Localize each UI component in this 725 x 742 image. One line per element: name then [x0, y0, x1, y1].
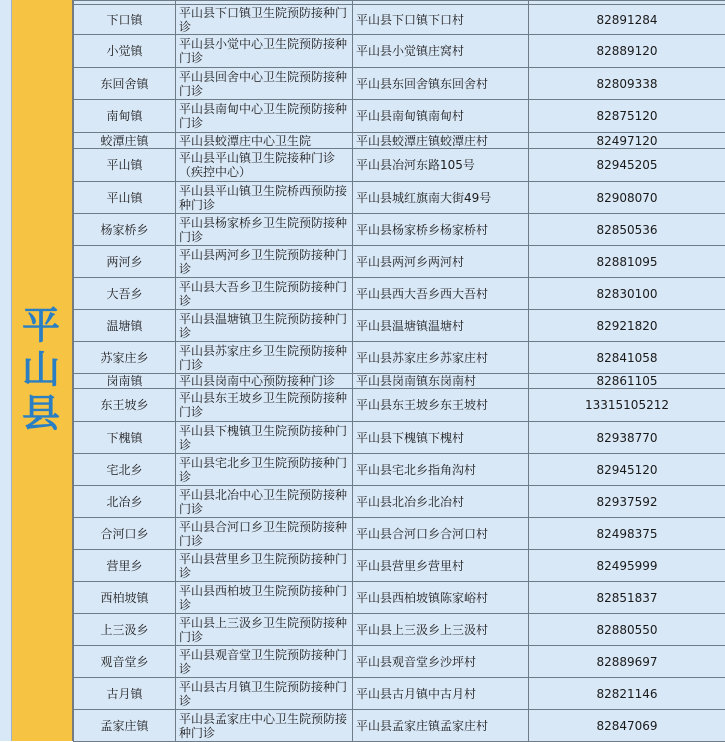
town-cell: 岗南镇 [74, 374, 176, 389]
phone-cell: 82830100 [529, 278, 725, 310]
phone-cell: 82875120 [529, 100, 725, 133]
table-row [74, 278, 725, 310]
address-cell: 平山县城红旗南大街49号 [353, 182, 529, 214]
phone-cell: 82861105 [529, 374, 725, 389]
phone-cell: 82841058 [529, 342, 725, 374]
clinic-name-cell: 平山县北冶中心卫生院预防接种门诊 [176, 486, 353, 518]
address-cell: 平山县古月镇中古月村 [353, 678, 529, 710]
table-row [74, 100, 725, 133]
phone-cell: 82880550 [529, 614, 725, 646]
address-cell: 平山县北冶乡北冶村 [353, 486, 529, 518]
town-cell: 上三汲乡 [74, 614, 176, 646]
phone-cell: 82847069 [529, 710, 725, 742]
phone-cell: 82498375 [529, 518, 725, 550]
county-merged-cell [0, 0, 73, 741]
phone-cell: 82945120 [529, 454, 725, 486]
phone-cell: 82495999 [529, 550, 725, 582]
address-cell: 平山县宅北乡指角沟村 [353, 454, 529, 486]
table-row [74, 342, 725, 374]
phone-cell: 82945205 [529, 149, 725, 182]
address-cell: 平山县下口镇下口村 [353, 5, 529, 35]
clinic-name-cell: 平山县平山镇卫生院桥西预防接种门诊 [176, 182, 353, 214]
town-cell: 宅北乡 [74, 454, 176, 486]
clinic-name-cell: 平山县南甸中心卫生院预防接种门诊 [176, 100, 353, 133]
town-cell: 孟家庄镇 [74, 710, 176, 742]
clinic-table [73, 0, 725, 742]
address-cell: 平山县冶河东路105号 [353, 149, 529, 182]
table-row [74, 486, 725, 518]
town-cell: 东王坡乡 [74, 389, 176, 422]
phone-cell: 82881095 [529, 246, 725, 278]
table-row [74, 389, 725, 422]
town-cell: 古月镇 [74, 678, 176, 710]
clinic-name-cell: 平山县西柏坡卫生院预防接种门诊 [176, 582, 353, 614]
town-cell: 营里乡 [74, 550, 176, 582]
phone-cell: 82891284 [529, 5, 725, 35]
address-cell: 平山县两河乡两河村 [353, 246, 529, 278]
clinic-name-cell: 平山县大吾乡卫生院预防接种门诊 [176, 278, 353, 310]
phone-cell: 13315105212 [529, 389, 725, 422]
address-cell: 平山县小觉镇庄窝村 [353, 35, 529, 68]
table-row [74, 454, 725, 486]
clinic-name-cell: 平山县宅北乡卫生院预防接种门诊 [176, 454, 353, 486]
address-cell: 平山县温塘镇温塘村 [353, 310, 529, 342]
clinic-name-cell: 平山县小觉中心卫生院预防接种门诊 [176, 35, 353, 68]
town-cell: 东回舍镇 [74, 68, 176, 100]
clinic-name-cell: 平山县杨家桥乡卫生院预防接种门诊 [176, 214, 353, 246]
table-row [74, 214, 725, 246]
phone-cell: 82497120 [529, 133, 725, 149]
phone-cell: 82937592 [529, 486, 725, 518]
clinic-name-cell: 平山县苏家庄乡卫生院预防接种门诊 [176, 342, 353, 374]
clinic-name-cell: 平山县孟家庄中心卫生院预防接种门诊 [176, 710, 353, 742]
table-row [74, 550, 725, 582]
phone-cell: 82809338 [529, 68, 725, 100]
town-cell: 温塘镇 [74, 310, 176, 342]
clinic-name-cell: 平山县东王坡乡卫生院预防接种门诊 [176, 389, 353, 422]
clinic-name-cell: 平山县合河口乡卫生院预防接种门诊 [176, 518, 353, 550]
address-cell: 平山县东王坡乡东王坡村 [353, 389, 529, 422]
address-cell: 平山县东回舍镇东回舍村 [353, 68, 529, 100]
clinic-table-body [74, 1, 725, 742]
table-row [74, 182, 725, 214]
town-cell: 下口镇 [74, 5, 176, 35]
address-cell: 平山县杨家桥乡杨家桥村 [353, 214, 529, 246]
town-cell: 蛟潭庄镇 [74, 133, 176, 149]
town-cell: 大吾乡 [74, 278, 176, 310]
clinic-name-cell: 平山县古月镇卫生院预防接种门诊 [176, 678, 353, 710]
table-row [74, 68, 725, 100]
table-row [74, 246, 725, 278]
phone-cell: 82889120 [529, 35, 725, 68]
clinic-name-cell: 平山县平山镇卫生院接种门诊（疾控中心） [176, 149, 353, 182]
clinic-name-cell: 平山县下口镇卫生院预防接种门诊 [176, 5, 353, 35]
clinic-name-cell: 平山县营里乡卫生院预防接种门诊 [176, 550, 353, 582]
table-row [74, 310, 725, 342]
address-cell: 平山县营里乡营里村 [353, 550, 529, 582]
clinic-name-cell: 平山县岗南中心预防接种门诊 [176, 374, 353, 389]
town-cell: 平山镇 [74, 182, 176, 214]
phone-cell: 82908070 [529, 182, 725, 214]
phone-cell: 82889697 [529, 646, 725, 678]
town-cell: 下槐镇 [74, 422, 176, 454]
table-row [74, 710, 725, 742]
table-row [74, 149, 725, 182]
phone-cell: 82851837 [529, 582, 725, 614]
table-row [74, 582, 725, 614]
address-cell: 平山县蛟潭庄镇蛟潭庄村 [353, 133, 529, 149]
town-cell: 苏家庄乡 [74, 342, 176, 374]
address-cell: 平山县孟家庄镇孟家庄村 [353, 710, 529, 742]
town-cell: 西柏坡镇 [74, 582, 176, 614]
clinic-name-cell: 平山县蛟潭庄中心卫生院 [176, 133, 353, 149]
table-row [74, 5, 725, 35]
table-row [74, 614, 725, 646]
clinic-name-cell: 平山县观音堂卫生院预防接种门诊 [176, 646, 353, 678]
phone-cell: 82938770 [529, 422, 725, 454]
town-cell: 合河口乡 [74, 518, 176, 550]
town-cell: 平山镇 [74, 149, 176, 182]
phone-cell: 82921820 [529, 310, 725, 342]
address-cell: 平山县南甸镇南甸村 [353, 100, 529, 133]
town-cell: 南甸镇 [74, 100, 176, 133]
county-label: 平山县 [11, 305, 66, 437]
town-cell: 北冶乡 [74, 486, 176, 518]
clinic-name-cell: 平山县下槐镇卫生院预防接种门诊 [176, 422, 353, 454]
town-cell: 两河乡 [74, 246, 176, 278]
town-cell: 观音堂乡 [74, 646, 176, 678]
clinic-name-cell: 平山县两河乡卫生院预防接种门诊 [176, 246, 353, 278]
table-row [74, 422, 725, 454]
address-cell: 平山县西大吾乡西大吾村 [353, 278, 529, 310]
address-cell: 平山县上三汲乡上三汲村 [353, 614, 529, 646]
phone-cell: 82821146 [529, 678, 725, 710]
address-cell: 平山县苏家庄乡苏家庄村 [353, 342, 529, 374]
address-cell: 平山县岗南镇东岗南村 [353, 374, 529, 389]
table-row [74, 35, 725, 68]
address-cell: 平山县下槐镇下槐村 [353, 422, 529, 454]
address-cell: 平山县西柏坡镇陈家峪村 [353, 582, 529, 614]
clinic-name-cell: 平山县温塘镇卫生院预防接种门诊 [176, 310, 353, 342]
left-strip [0, 0, 12, 741]
clinic-name-cell: 平山县上三汲乡卫生院预防接种门诊 [176, 614, 353, 646]
address-cell: 平山县观音堂乡沙坪村 [353, 646, 529, 678]
table-row [74, 646, 725, 678]
town-cell: 杨家桥乡 [74, 214, 176, 246]
table-row [74, 678, 725, 710]
table-row [74, 374, 725, 389]
town-cell: 小觉镇 [74, 35, 176, 68]
address-cell: 平山县合河口乡合河口村 [353, 518, 529, 550]
phone-cell: 82850536 [529, 214, 725, 246]
table-row [74, 133, 725, 149]
clinic-name-cell: 平山县回舍中心卫生院预防接种门诊 [176, 68, 353, 100]
table-row [74, 518, 725, 550]
